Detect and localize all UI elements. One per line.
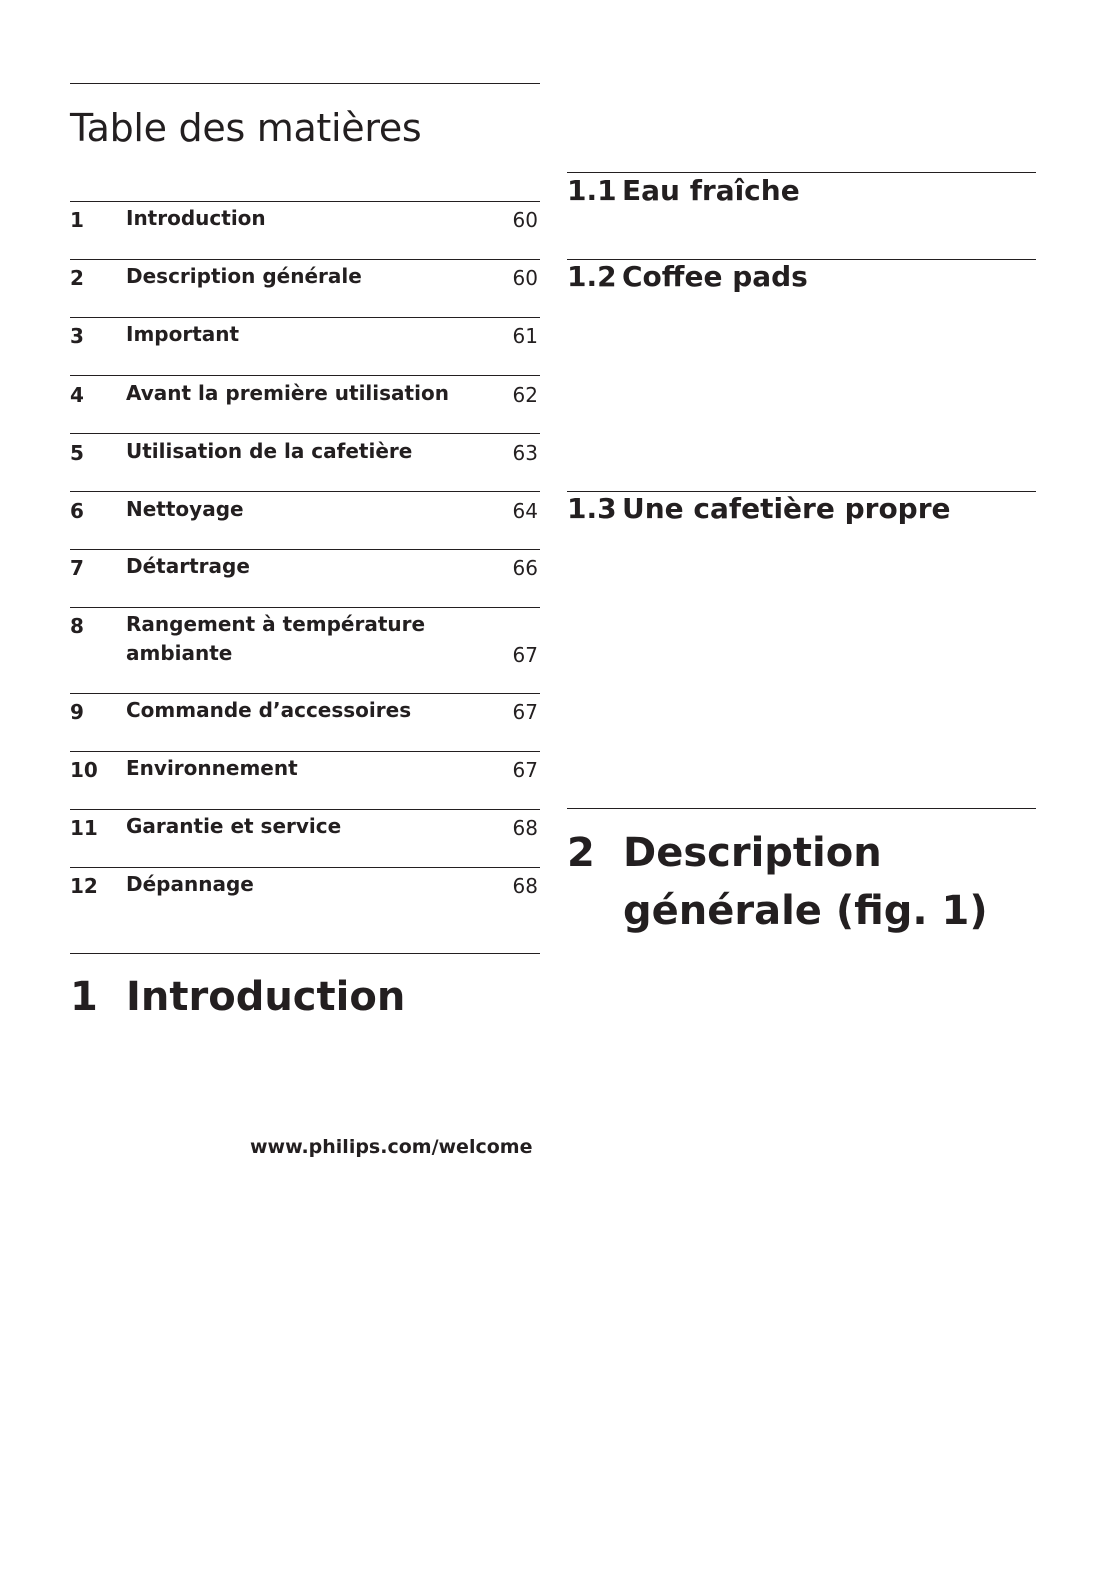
toc-entry-label: Introduction <box>126 206 266 230</box>
toc-entry-label: Important <box>126 322 240 346</box>
toc-entry-number: 9 <box>70 700 84 724</box>
toc-entry-label: Commande d’accessoires <box>126 698 412 722</box>
divider <box>70 867 540 868</box>
divider <box>70 549 540 550</box>
subsection-title: Coffee pads <box>622 260 808 293</box>
toc-entry-label-line2: ambiante <box>126 641 233 665</box>
subsection-title: Eau fraîche <box>622 174 800 207</box>
toc-entry-number: 8 <box>70 614 84 638</box>
toc-entry-page: 63 <box>512 441 538 465</box>
toc-entry-page: 64 <box>512 499 538 523</box>
toc-entry-label: Avant la première utilisation <box>126 381 449 405</box>
divider <box>70 809 540 810</box>
toc-entry-label: Utilisation de la cafetière <box>126 439 413 463</box>
section-title-line2: générale (fig. 1) <box>623 888 988 934</box>
toc-entry-page: 67 <box>512 758 538 782</box>
toc-entry-number: 11 <box>70 816 98 840</box>
section-number: 2 <box>567 830 595 876</box>
toc-entry-page: 67 <box>512 700 538 724</box>
divider <box>70 693 540 694</box>
toc-entry-number: 6 <box>70 499 84 523</box>
divider <box>70 317 540 318</box>
toc-entry-number: 12 <box>70 874 98 898</box>
toc-entry-label: Nettoyage <box>126 497 244 521</box>
toc-entry-number: 3 <box>70 324 84 348</box>
divider <box>70 259 540 260</box>
page-title: Table des matières <box>70 106 422 150</box>
toc-entry-label: Garantie et service <box>126 814 342 838</box>
toc-entry-number: 2 <box>70 266 84 290</box>
toc-entry-number: 10 <box>70 758 98 782</box>
divider <box>70 607 540 608</box>
divider <box>70 201 540 202</box>
subsection-heading <box>567 492 951 525</box>
divider <box>70 375 540 376</box>
toc-entry-page: 62 <box>512 383 538 407</box>
subsection-heading <box>567 174 800 207</box>
website-link[interactable]: www.philips.com/welcome <box>250 1136 533 1158</box>
toc-entry-label: Description générale <box>126 264 362 288</box>
subsection-number: 1.3 <box>567 492 617 525</box>
toc-entry-page: 68 <box>512 874 538 898</box>
toc-entry-label-line1: Rangement à température <box>126 612 426 636</box>
toc-entry-number: 4 <box>70 383 84 407</box>
toc-entry-number: 7 <box>70 556 84 580</box>
divider <box>70 433 540 434</box>
toc-entry-page: 68 <box>512 816 538 840</box>
divider <box>567 172 1036 173</box>
toc-entry-page: 67 <box>512 643 538 667</box>
toc-entry-number: 5 <box>70 441 84 465</box>
subsection-number: 1.1 <box>567 174 617 207</box>
toc-entry-page: 60 <box>512 208 538 232</box>
divider <box>70 751 540 752</box>
subsection-title: Une cafetière propre <box>622 492 951 525</box>
toc-entry-label: Détartrage <box>126 554 250 578</box>
divider <box>70 491 540 492</box>
divider <box>70 83 540 84</box>
toc-entry-page: 61 <box>512 324 538 348</box>
section-number: 1 <box>70 974 98 1020</box>
toc-entry-label: Dépannage <box>126 872 254 896</box>
section-title: Introduction <box>126 974 406 1020</box>
subsection-heading <box>567 260 808 293</box>
toc-entry-label: Environnement <box>126 756 298 780</box>
toc-entry-page: 60 <box>512 266 538 290</box>
divider <box>567 808 1036 809</box>
subsection-number: 1.2 <box>567 260 617 293</box>
section-title-line1: Description <box>623 830 882 876</box>
toc-entry-page: 66 <box>512 556 538 580</box>
toc-entry-number: 1 <box>70 208 84 232</box>
divider <box>70 953 540 954</box>
